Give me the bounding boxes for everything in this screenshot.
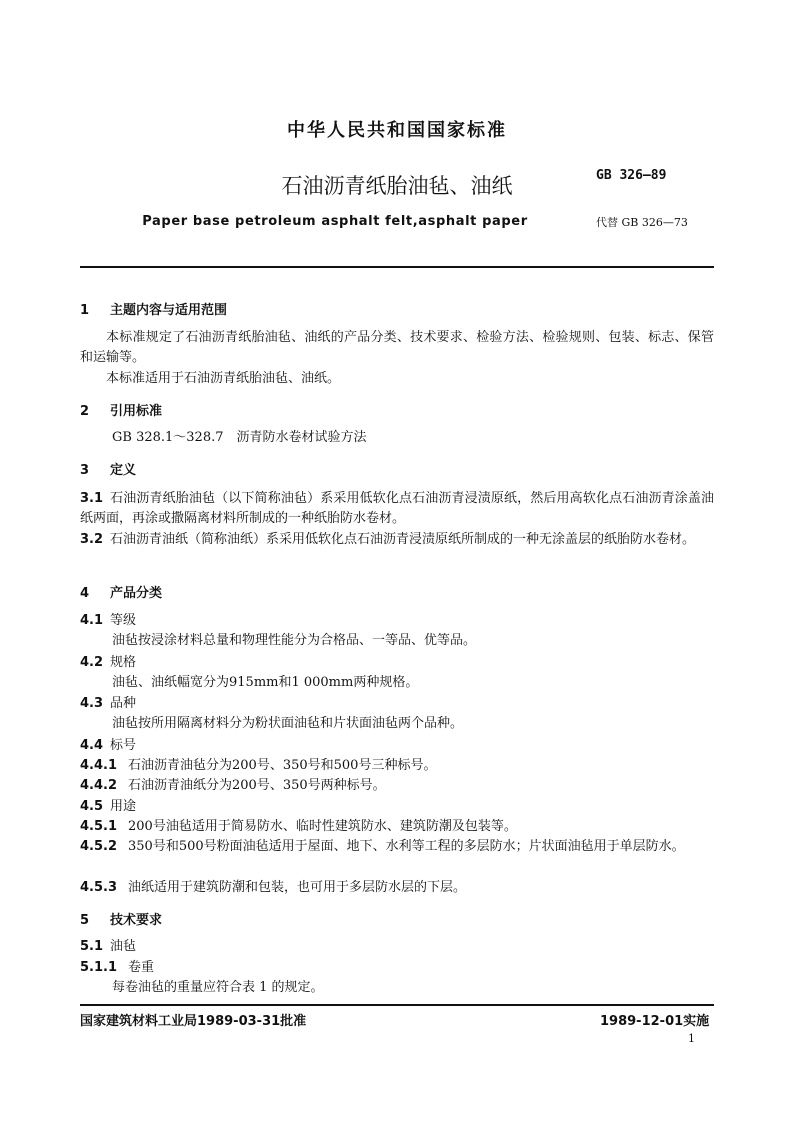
section-1-paragraph-1: 本标准规定了石油沥青纸胎油毡、油纸的产品分类、技术要求、检验方法、检验规则、包装、标志、保管和运输等。: [80, 330, 714, 365]
section-1-paragraph-2: 本标准适用于石油沥青纸胎油毡、油纸。: [106, 371, 341, 386]
clause-title: 油毡: [110, 939, 137, 954]
section-title: 定义: [110, 463, 137, 478]
clause-4-2-heading: [80, 653, 136, 673]
document-title-en: Paper base petroleum asphalt felt,asphalt paper: [142, 214, 528, 229]
clause-number: 4.5: [80, 799, 104, 814]
national-standard-heading: 中华人民共和国国家标准: [287, 120, 507, 141]
section-1-heading: [80, 301, 227, 321]
clause-4-1-text: 油毡按浸涂材料总量和物理性能分为合格品、一等品、优等品。: [112, 633, 477, 648]
referenced-standard: GB 328.1～328.7 沥青防水卷材试验方法: [112, 430, 367, 445]
clause-text: 石油沥青油纸（简称油纸）系采用低软化点石油沥青浸渍原纸所制成的一种无涂盖层的纸胎防水卷材。: [110, 532, 696, 547]
clause-title: 卷重: [128, 960, 155, 975]
clause-number: 3.2: [80, 532, 104, 547]
section-4-heading: [80, 584, 162, 604]
clause-text: 油纸适用于建筑防潮和包装，也可用于多层防水层的下层。: [128, 880, 467, 895]
clause-4-5-2: [80, 837, 714, 857]
clause-number: 4.5.1: [80, 819, 118, 834]
clause-number: 4.4: [80, 738, 104, 753]
section-number: 2: [80, 404, 90, 419]
section-title: 技术要求: [110, 913, 163, 928]
approval-statement: 国家建筑材料工业局1989-03-31批准: [80, 1014, 307, 1029]
clause-text: 石油沥青纸胎油毡（以下简称油毡）系采用低软化点石油沥青浸渍原纸，然后用高软化点石油沥青涂盖油纸两面，再涂或撒隔离材料所制成的一种纸胎防水卷材。: [80, 491, 714, 526]
clause-title: 等级: [110, 613, 137, 628]
clause-4-2-text: 油毡、油纸幅宽分为915mm和1 000mm两种规格。: [112, 675, 419, 690]
section-number: 1: [80, 303, 90, 318]
clause-text: 350号和500号粉面油毡适用于屋面、地下、水利等工程的多层防水；片状面油毡用于单层防水。: [128, 839, 685, 854]
clause-number: 4.2: [80, 655, 104, 670]
section-2-heading: [80, 402, 162, 422]
clause-5-1-heading: [80, 937, 136, 957]
clause-number: 3.1: [80, 491, 104, 506]
definition-3-1: [80, 489, 714, 529]
clause-number: 5.1: [80, 939, 104, 954]
section-number: 3: [80, 463, 90, 478]
section-number: 4: [80, 586, 90, 601]
clause-4-1-heading: [80, 611, 136, 631]
clause-4-5-heading: [80, 797, 136, 817]
section-title: 主题内容与适用范围: [110, 303, 228, 318]
section-3-heading: [80, 461, 136, 481]
clause-number: 4.3: [80, 696, 104, 711]
clause-text: 石油沥青油纸分为200号、350号两种标号。: [128, 778, 386, 793]
clause-number: 4.5.3: [80, 880, 118, 895]
clause-4-3-text: 油毡按所用隔离材料分为粉状面油毡和片状面油毡两个品种。: [112, 716, 464, 731]
section-5-heading: [80, 911, 162, 931]
clause-5-1-1-heading: [80, 958, 154, 978]
definition-3-2: [80, 530, 714, 550]
clause-5-1-1-text: 每卷油毡的重量应符合表 1 的规定。: [112, 980, 324, 995]
clause-title: 规格: [110, 655, 137, 670]
clause-4-4-2: [80, 776, 386, 796]
clause-number: 4.5.2: [80, 839, 118, 854]
clause-text: 石油沥青油毡分为200号、350号和500号三种标号。: [128, 758, 437, 773]
page-number: 1: [688, 1032, 695, 1045]
section-title: 引用标准: [110, 404, 163, 419]
section-title: 产品分类: [110, 586, 163, 601]
clause-title: 标号: [110, 738, 137, 753]
clause-4-3-heading: [80, 694, 136, 714]
clause-text: 200号油毡适用于简易防水、临时性建筑防水、建筑防潮及包装等。: [128, 819, 517, 834]
clause-4-4-1: [80, 756, 436, 776]
clause-4-5-3: [80, 878, 466, 898]
document-title-cn: 石油沥青纸胎油毡、油纸: [281, 174, 513, 198]
replaces-standard: 代替 GB 326—73: [596, 216, 688, 229]
footer-divider: [80, 1004, 714, 1006]
clause-4-5-1: [80, 817, 517, 837]
effective-date: 1989-12-01实施: [600, 1014, 710, 1029]
clause-number: 5.1.1: [80, 960, 118, 975]
header-divider: [80, 266, 714, 268]
clause-number: 4.1: [80, 613, 104, 628]
clause-number: 4.4.1: [80, 758, 118, 773]
clause-4-4-heading: [80, 736, 136, 756]
clause-number: 4.4.2: [80, 778, 118, 793]
section-number: 5: [80, 913, 90, 928]
standard-number: GB 326—89: [596, 168, 667, 183]
clause-title: 品种: [110, 696, 137, 711]
clause-title: 用途: [110, 799, 137, 814]
